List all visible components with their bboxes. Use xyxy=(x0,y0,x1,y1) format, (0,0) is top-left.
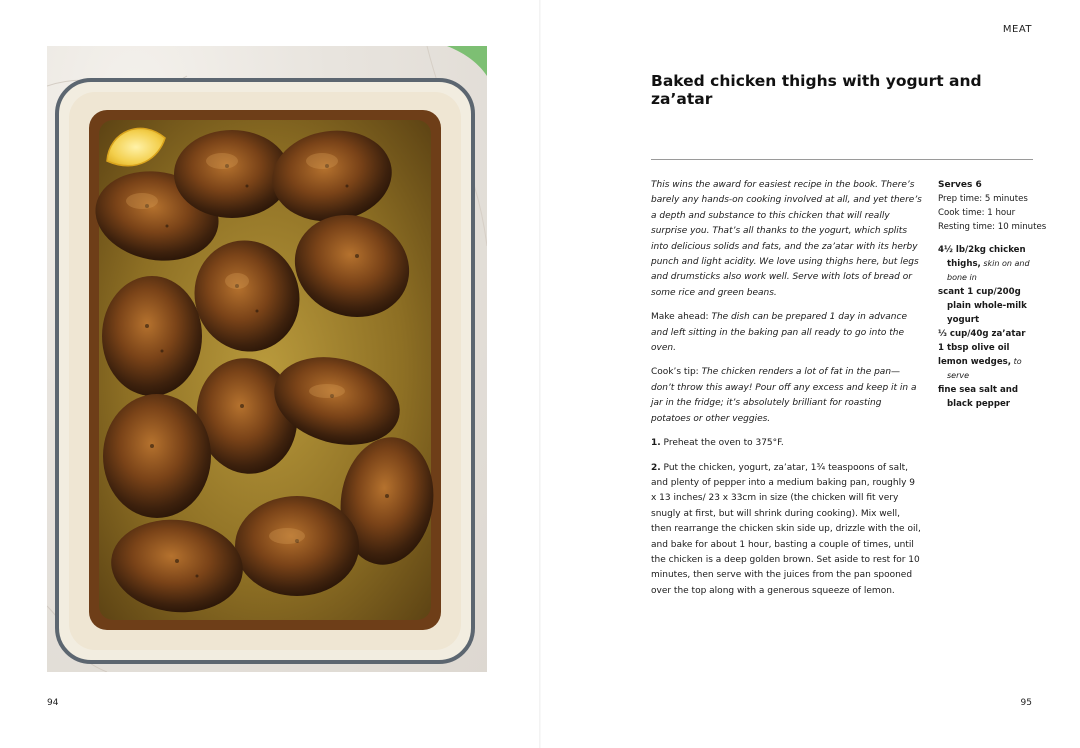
make-ahead-label: Make ahead: xyxy=(651,312,712,323)
ingredient-name: ⅓ cup/40g za’atar xyxy=(938,329,1026,339)
step-text: Put the chicken, yogurt, za’atar, 1¾ teaspoons of salt, and plenty of pepper into a medium baking pan, roughly 9 x 13 inches/ 23 x 33cm in size (the chicken will fit very snugly at first, but will shrink during cooking). Mix well, then rearrange the chicken skin side up, drizzle with the oil, and bake for about 1 hour, basting a couple of times, until the chicken is a deep golden brown. Set aside to rest for 10 minutes, then serve with the juices from the pan spooned over the top along with a generous squeeze of lemon. xyxy=(651,462,921,596)
ingredient-item xyxy=(938,341,1040,355)
make-ahead-text: The dish can be prepared 1 day in advance and left sitting in the baking pan all ready to go into the oven. xyxy=(651,312,907,354)
title-divider xyxy=(651,159,1033,160)
ingredient-item xyxy=(938,327,1040,341)
ingredient-name: scant 1 cup/200g plain whole-milk yogurt xyxy=(938,287,1027,325)
make-ahead-note xyxy=(651,310,923,356)
section-label: MEAT xyxy=(1002,24,1032,35)
recipe-times xyxy=(938,192,1047,234)
ingredient-list xyxy=(938,243,1040,411)
recipe-photo xyxy=(47,46,487,672)
page-number-left: 94 xyxy=(47,698,59,708)
recipe-intro: This wins the award for easiest recipe in the book. There’s barely any hands-on cooking involved at all, and yet there’s a depth and substance to this chicken that will really surprise you. That’s all thanks to the yogurt, which splits into delicious solids and fats, and the za’atar with its herby punch and light acidity. We love using thighs here, but legs and drumsticks also work well. Serve with lots of bread or some rice and green beans. xyxy=(651,180,922,298)
resting-time: Resting time: 10 minutes xyxy=(938,222,1047,232)
cook-time: Cook time: 1 hour xyxy=(938,208,1016,218)
recipe-title: Baked chicken thighs with yogurt and za’atar xyxy=(651,72,982,108)
recipe-sidebar xyxy=(938,178,1047,411)
recipe-body xyxy=(651,178,923,608)
ingredient-name: 1 tbsp olive oil xyxy=(938,343,1010,353)
ingredient-note: to serve xyxy=(947,357,1022,380)
ingredient-name: 4½ lb/2kg chicken thighs, xyxy=(938,245,1026,269)
page-number-right: 95 xyxy=(1020,698,1032,708)
ingredient-item xyxy=(938,243,1040,285)
method-step-1 xyxy=(651,436,923,451)
book-gutter xyxy=(539,0,541,748)
ingredient-name: fine sea salt and black pepper xyxy=(938,385,1019,409)
cooks-tip-text: The chicken renders a lot of fat in the pan—don’t throw this away! Pour off any excess and keep it in a jar in the fridge; it’s absolutely brilliant for roasting potatoes or other veggies. xyxy=(651,367,917,424)
serves: Serves 6 xyxy=(938,180,982,190)
step-number: 1. xyxy=(651,438,661,449)
ingredient-item xyxy=(938,285,1040,327)
prep-time: Prep time: 5 minutes xyxy=(938,194,1028,204)
step-number: 2. xyxy=(651,462,661,473)
cooks-tip-note xyxy=(651,365,923,427)
ingredient-item xyxy=(938,383,1040,411)
method-step-2 xyxy=(651,461,923,600)
step-text: Preheat the oven to 375°F. xyxy=(660,438,784,449)
ingredient-item xyxy=(938,355,1040,383)
cooks-tip-label: Cook’s tip: xyxy=(651,367,702,378)
ingredient-name: lemon wedges, xyxy=(938,357,1012,367)
ingredient-note: skin on and bone in xyxy=(947,259,1030,282)
